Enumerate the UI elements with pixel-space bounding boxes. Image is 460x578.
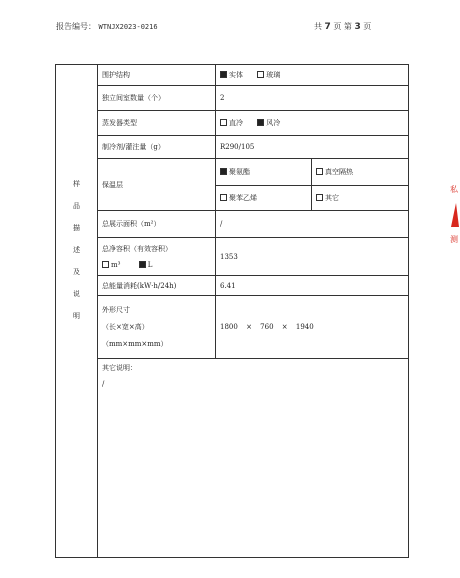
checkbox-air-cool[interactable] — [257, 119, 264, 126]
stamp-text-top: 私 — [450, 185, 458, 194]
insulation-option-1 — [216, 159, 312, 186]
report-number-label: 报告编号： — [56, 22, 96, 31]
report-number-value: WTNJX2023-0216 — [98, 23, 158, 31]
insulation-option-2 — [312, 159, 409, 186]
page-indicator — [314, 21, 371, 32]
energy-label: 总能量消耗(kW·h/24h) — [98, 276, 216, 296]
option-label: 聚苯乙烯 — [229, 194, 257, 202]
evaporator-options — [216, 111, 409, 136]
option-label: 实体 — [229, 71, 243, 79]
option-label: 其它 — [325, 194, 339, 202]
times-sign: × — [246, 323, 252, 331]
side-char: 述 — [73, 246, 80, 254]
total-pages: 7 — [324, 22, 331, 32]
checkbox-vacuum[interactable] — [316, 168, 323, 175]
refrigerant-value: R290/105 — [216, 136, 409, 159]
side-char: 描 — [73, 224, 80, 232]
other-notes-value: / — [102, 380, 105, 388]
stamp-star-icon — [450, 202, 460, 228]
compartments-value: 2 — [216, 86, 409, 111]
dimension-width: 760 — [260, 323, 274, 331]
dimension-length: 1800 — [220, 323, 238, 331]
compartments-label: 独立间室数量（个） — [98, 86, 216, 111]
dimensions-sub-1: （长×宽×高） — [102, 323, 149, 331]
refrigerant-label: 制冷剂/灌注量（g） — [98, 136, 216, 159]
side-char: 明 — [73, 312, 80, 320]
side-char: 说 — [73, 290, 80, 298]
enclosure-label: 围护结构 — [98, 65, 216, 86]
times-sign: × — [281, 323, 288, 331]
total-prefix: 共 — [314, 22, 322, 31]
net-volume-label: 总净容积（有效容积） — [102, 245, 172, 253]
option-label: 聚氨酯 — [229, 168, 250, 176]
page-number: 3 — [354, 22, 361, 32]
unit-label: m³ — [111, 261, 121, 269]
dimensions-label: 外形尺寸 — [102, 306, 130, 314]
enclosure-options — [216, 65, 409, 86]
insulation-option-4 — [312, 186, 409, 211]
page-suffix: 页 — [363, 22, 372, 31]
side-char: 及 — [73, 268, 80, 276]
checkbox-solid[interactable] — [220, 71, 227, 78]
checkbox-polystyrene[interactable] — [220, 194, 227, 201]
unit-label: L — [147, 261, 153, 269]
stamp-fragment — [450, 184, 460, 254]
page-prefix: 第 — [343, 22, 352, 31]
net-volume-value: 1353 — [216, 238, 409, 276]
other-notes-label: 其它说明： — [102, 364, 137, 372]
checkbox-other[interactable] — [316, 194, 323, 201]
option-label: 风冷 — [266, 119, 281, 127]
display-area-label: 总展示面积（m²） — [98, 211, 216, 238]
option-label: 真空隔热 — [325, 168, 353, 176]
side-label-cell — [56, 65, 98, 558]
net-volume-label-cell — [98, 238, 216, 276]
sample-description-table — [55, 64, 409, 558]
checkbox-cubic-meter[interactable] — [102, 261, 109, 268]
checkbox-direct-cool[interactable] — [220, 119, 227, 126]
energy-value: 6.41 — [216, 276, 409, 296]
dimension-height: 1940 — [295, 323, 314, 331]
report-number — [56, 21, 158, 32]
side-char: 样 — [73, 180, 80, 188]
dimensions-value — [216, 296, 409, 359]
side-char: 品 — [73, 202, 80, 210]
dimensions-label-cell — [98, 296, 216, 359]
total-suffix: 页 — [333, 22, 342, 31]
insulation-option-3 — [216, 186, 312, 211]
checkbox-glass[interactable] — [257, 71, 264, 78]
checkbox-polyurethane[interactable] — [220, 168, 227, 175]
stamp-text-bottom: 测 — [450, 235, 458, 244]
other-notes-cell — [98, 359, 409, 558]
evaporator-label: 蒸发器类型 — [98, 111, 216, 136]
display-area-value: / — [216, 211, 409, 238]
checkbox-liter[interactable] — [139, 261, 146, 268]
dimensions-sub-2: （mm×mm×mm） — [102, 340, 168, 348]
option-label: 直冷 — [229, 119, 243, 127]
insulation-label: 保温层 — [98, 159, 216, 211]
option-label: 玻璃 — [266, 71, 281, 79]
